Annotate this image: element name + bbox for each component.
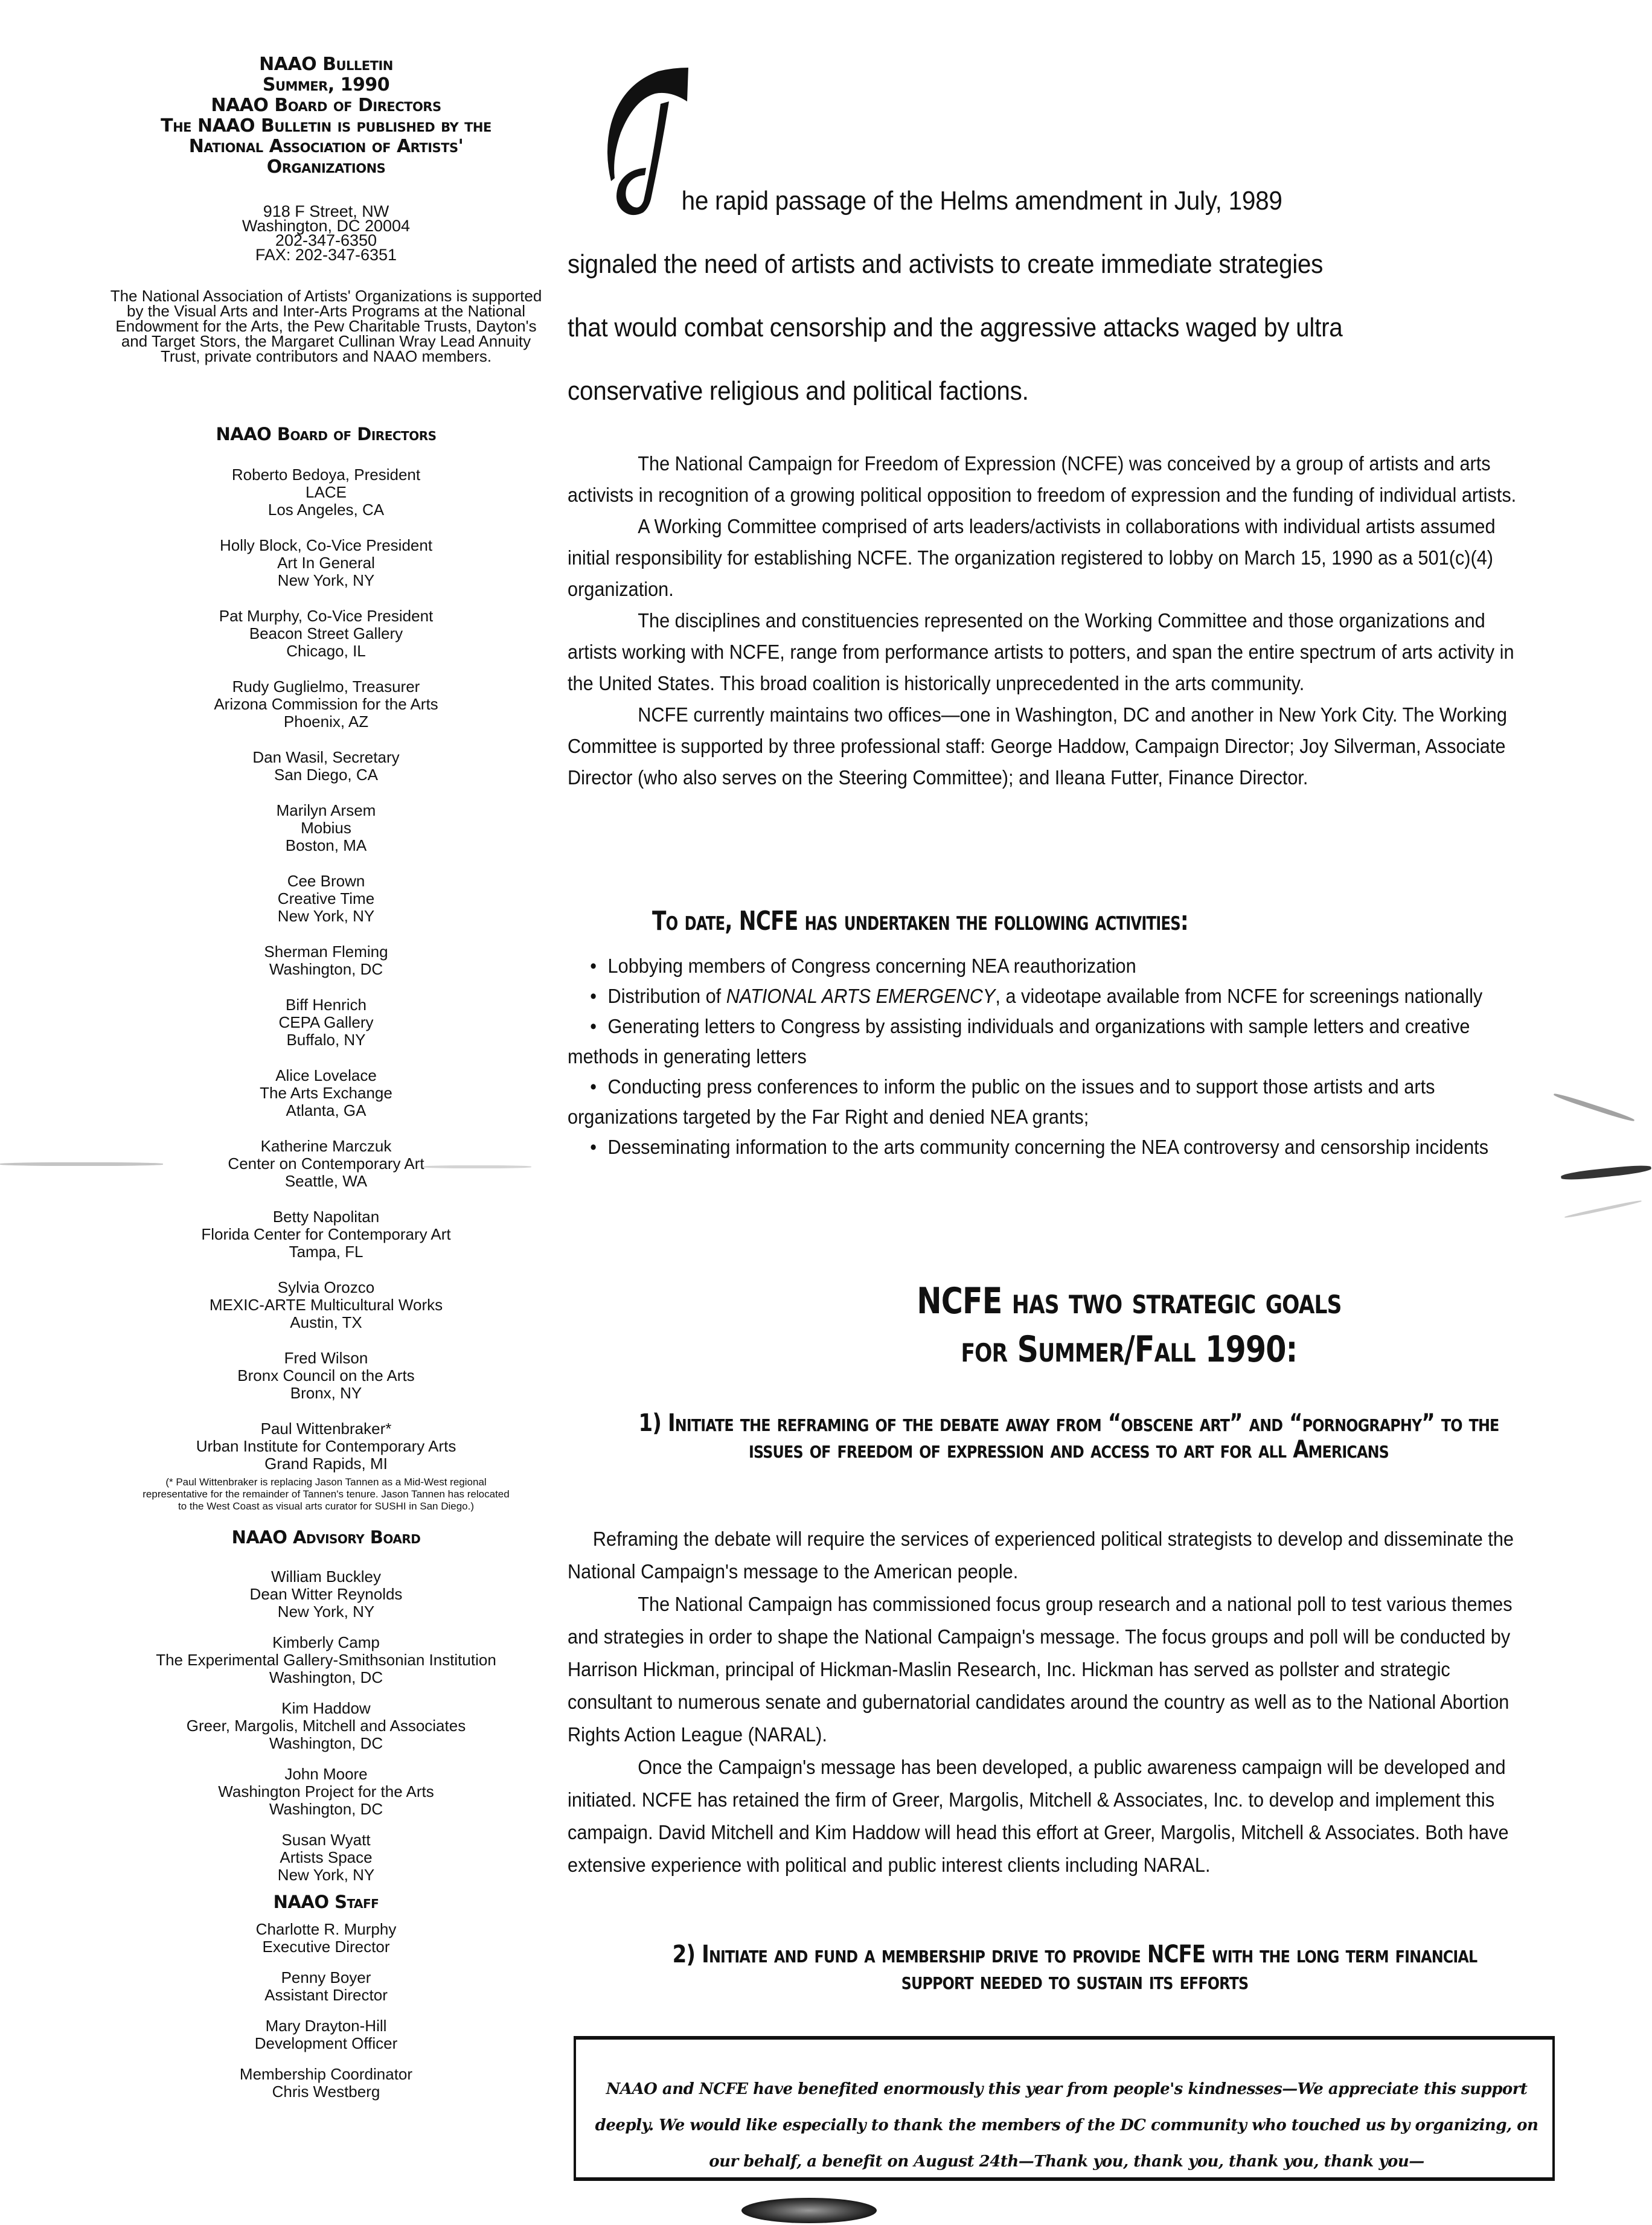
staff-heading: NAAO Staff — [273, 1892, 379, 1912]
footnote-line: representative for the remainder of Tannen's tenure. Jason Tannen has relocated — [142, 1488, 510, 1500]
body-paragraph: A Working Committee comprised of arts leaders/activists in collaborations with individual artists assumed initial responsibility for establishing NCFE. The organization registered to lobby on March 15, 1990 as a 501(c)(4) organization. — [568, 515, 1496, 600]
member-name: Sherman Fleming — [264, 943, 388, 961]
board-member — [103, 1208, 549, 1261]
goal-2-heading: 2) Initiate and fund a membership drive to provide NCFE with the long term financial support needed to sustain its efforts — [672, 1941, 1478, 1995]
phone-number: 202-347-6350 — [275, 231, 377, 249]
member-org: Center on Contemporary Art — [228, 1154, 424, 1173]
intro-body — [568, 448, 1534, 793]
member-org: Arizona Commission for the Arts — [214, 695, 438, 713]
staff-title: Membership Coordinator — [239, 2065, 413, 2083]
member-name: Pat Murphy, Co-Vice President — [219, 607, 434, 625]
member-org: Artists Space — [280, 1848, 373, 1866]
member-name: Fred Wilson — [284, 1349, 368, 1367]
staff-member — [103, 1969, 549, 2004]
member-org: Florida Center for Contemporary Art — [201, 1225, 451, 1243]
board-member — [103, 996, 549, 1049]
member-org: Washington Project for the Arts — [218, 1782, 434, 1801]
member-name: Holly Block, Co-Vice President — [219, 536, 433, 554]
staff-member — [103, 1921, 549, 1956]
activity-item — [568, 951, 1534, 981]
activity-text: Lobbying members of Congress concerning NEA reauthorization — [607, 955, 1136, 977]
member-location: New York, NY — [277, 907, 375, 925]
member-org: LACE — [306, 483, 347, 501]
member-location: Atlanta, GA — [286, 1101, 367, 1119]
member-location: Seattle, WA — [284, 1172, 368, 1190]
member-location: Grand Rapids, MI — [264, 1455, 388, 1473]
member-name: Biff Henrich — [286, 996, 367, 1014]
member-location: Tampa, FL — [289, 1243, 363, 1261]
member-name: Marilyn Arsem — [276, 801, 376, 819]
board-member — [103, 749, 549, 784]
masthead — [103, 54, 549, 178]
board-heading: NAAO Board of Directors — [216, 424, 437, 444]
member-location: Washington, DC — [269, 1668, 383, 1686]
goal-1-heading: 1) Initiate the reframing of the debate away from “obscene art” and “pornography” to the issues of freedom of expression and access to art for all Americans — [638, 1409, 1499, 1464]
member-location: Phoenix, AZ — [283, 712, 369, 731]
advisory-member — [103, 1831, 549, 1884]
board-member — [103, 872, 549, 925]
member-name: Susan Wyatt — [281, 1831, 371, 1849]
member-org: MEXIC-ARTE Multicultural Works — [209, 1296, 443, 1314]
member-name: Rudy Guglielmo, Treasurer — [232, 677, 420, 696]
activity-text: Generating letters to Congress by assisting individuals and organizations with sample letters and creative methods in generating letters — [568, 1015, 1470, 1068]
lead-line: signaled the need of artists and activists to create immediate strategies — [568, 249, 1324, 279]
member-name: Roberto Bedoya, President — [231, 466, 421, 484]
member-name: Betty Napolitan — [272, 1208, 380, 1226]
masthead-line: Organizations — [266, 156, 386, 178]
staff-title: Assistant Director — [264, 1986, 388, 2004]
activity-item — [568, 1011, 1534, 1072]
lead-line: conservative religious and political factions. — [568, 376, 1029, 406]
board-footnote — [103, 1476, 549, 1513]
member-org: Urban Institute for Contemporary Arts — [196, 1437, 456, 1455]
member-name: John Moore — [284, 1765, 368, 1783]
advisory-member — [103, 1568, 549, 1621]
advisory-heading: NAAO Advisory Board — [231, 1527, 421, 1548]
member-org: Art In General — [277, 554, 375, 572]
page-number-ornament-icon — [741, 2198, 877, 2223]
scan-smudge — [1553, 1092, 1635, 1123]
member-name: Sylvia Orozco — [277, 1278, 375, 1296]
member-org: Dean Witter Reynolds — [249, 1585, 403, 1603]
board-member — [103, 1420, 549, 1473]
city-state-zip: Washington, DC 20004 — [242, 217, 411, 235]
masthead-line: NAAO Bulletin — [259, 54, 393, 75]
goals-heading-line: NCFE has two strategic goals — [917, 1280, 1342, 1322]
member-org: CEPA Gallery — [278, 1013, 374, 1031]
footnote-line: to the West Coast as visual arts curator for SUSHI in San Diego.) — [178, 1500, 475, 1512]
activity-item — [568, 1072, 1534, 1132]
board-member — [103, 1349, 549, 1402]
masthead-line: Summer, 1990 — [262, 74, 390, 95]
member-location: Bronx, NY — [290, 1384, 362, 1402]
staff-title: Executive Director — [262, 1938, 390, 1956]
staff-title: Development Officer — [254, 2034, 398, 2052]
board-member — [103, 1138, 549, 1190]
member-org: Mobius — [301, 819, 351, 837]
activity-text: Conducting press conferences to inform the public on the issues and to support those artists and arts organizations targeted by the Far Right and denied NEA grants; — [568, 1075, 1435, 1128]
member-org: The Arts Exchange — [260, 1084, 392, 1102]
member-name: Alice Lovelace — [275, 1066, 377, 1084]
body-paragraph: Once the Campaign's message has been developed, a public awareness campaign will be developed and initiated. NCFE has retained the firm of Greer, Margolis, Mitchell & Associates, Inc. to develop and implement this campaign. David Mitchell and Kim Haddow will head this effort at Greer, Margolis, Mitchell & Associates. Both have extensive experience with political and public interest clients including NARAL. — [568, 1756, 1509, 1876]
member-name: William Buckley — [271, 1567, 382, 1586]
fax-number: FAX: 202-347-6351 — [255, 246, 397, 264]
board-member — [103, 537, 549, 589]
member-location: Buffalo, NY — [286, 1031, 366, 1049]
member-name: Dan Wasil, Secretary — [252, 748, 400, 766]
body-paragraph: The National Campaign for Freedom of Expression (NCFE) was conceived by a group of artists and arts activists in recognition of a growing political opposition to freedom of expression and the funding of individual artists. — [568, 452, 1517, 506]
activities-list — [568, 951, 1534, 1162]
member-org: The Experimental Gallery-Smithsonian Institution — [156, 1651, 496, 1669]
thank-you-message: NAAO and NCFE have benefited enormously this year from people's kindnesses—We appreciate this support deeply. We would like especially to thank the members of the DC community who touched us by organizing, on our behalf, a benefit on August 24th—Thank you, thank you, thank you, thank you— — [595, 2080, 1538, 2171]
staff-name: Chris Westberg — [272, 2083, 380, 2101]
body-paragraph: NCFE currently maintains two offices—one in Washington, DC and another in New York City. The Working Committee is supported by three professional staff: George Haddow, Campaign Director; Joy Silverman, Associate Director (who also serves on the Steering Committee); and Ileana Futter, Finance Director. — [568, 703, 1507, 789]
member-name: Katherine Marczuk — [260, 1137, 392, 1155]
body-paragraph: The disciplines and constituencies represented on the Working Committee and those organizations and artists working with NCFE, range from performance artists to potters, and span the entire spectrum of arts activity in the United States. This broad coalition is historically unprecedented in the arts community. — [568, 609, 1514, 694]
board-member — [103, 678, 549, 731]
mailing-address — [103, 204, 549, 262]
video-title: NATIONAL ARTS EMERGENCY — [726, 985, 996, 1007]
masthead-line: NAAO Board of Directors — [211, 95, 441, 116]
member-name: Cee Brown — [287, 872, 365, 890]
lead-line: he rapid passage of the Helms amendment in July, 1989 — [681, 186, 1282, 216]
advisory-member — [103, 1766, 549, 1818]
masthead-line: National Association of Artists' — [188, 136, 464, 157]
staff-name: Mary Drayton-Hill — [265, 2017, 387, 2035]
board-of-directors — [103, 426, 549, 1513]
advisory-member — [103, 1634, 549, 1686]
scan-smudge — [0, 1162, 163, 1166]
member-location: San Diego, CA — [274, 766, 378, 784]
activity-text: , a videotape available from NCFE for screenings nationally — [995, 985, 1483, 1007]
board-member — [103, 1067, 549, 1119]
member-location: Chicago, IL — [286, 642, 366, 660]
member-name: Kimberly Camp — [272, 1633, 380, 1651]
member-org: Greer, Margolis, Mitchell and Associates — [186, 1717, 466, 1735]
board-member — [103, 466, 549, 519]
scan-smudge — [1564, 1200, 1642, 1219]
support-statement: The National Association of Artists' Organizations is supported by the Visual Arts and Inter-Arts Programs at the National Endowment for the Arts, the Pew Charitable Trusts, Dayton's and Target Stors, the Margaret Cullinan Wray Lead Annuity Trust, private contributors and NAAO members. — [110, 287, 542, 365]
member-location: New York, NY — [277, 1866, 375, 1884]
activity-text: Desseminating information to the arts community concerning the NEA controversy and censorship incidents — [607, 1136, 1489, 1158]
member-name: Paul Wittenbraker* — [260, 1420, 392, 1438]
member-location: Austin, TX — [290, 1313, 362, 1331]
member-location: Boston, MA — [285, 836, 367, 854]
member-org: Creative Time — [277, 889, 375, 908]
member-location: Washington, DC — [269, 1800, 383, 1818]
lead-line: that would combat censorship and the aggressive attacks waged by ultra — [568, 313, 1343, 342]
member-location: Los Angeles, CA — [267, 501, 385, 519]
activity-item — [568, 1132, 1534, 1162]
staff-name: Penny Boyer — [281, 1968, 371, 1986]
body-paragraph: Reframing the debate will require the services of experienced political strategists to develop and disseminate the National Campaign's message to the American people. — [568, 1528, 1514, 1583]
board-member — [103, 802, 549, 854]
scan-smudge — [1561, 1164, 1652, 1182]
goals-heading — [668, 1277, 1589, 1374]
activity-item — [568, 981, 1534, 1011]
advisory-board — [103, 1529, 549, 2101]
board-member — [103, 943, 549, 978]
member-location: Washington, DC — [269, 960, 383, 978]
body-paragraph: The National Campaign has commissioned focus group research and a national poll to test various themes and strategies in order to shape the National Campaign's message. The focus groups and poll will be conducted by Harrison Hickman, principal of Hickman-Maslin Research, Inc. Hickman has served as pollster and strategic consultant to numerous senate and gubernatorial candidates around the country as well as to the National Abortion Rights Action League (NARAL). — [568, 1593, 1513, 1746]
member-org: Bronx Council on the Arts — [237, 1366, 415, 1385]
board-member — [103, 1279, 549, 1331]
masthead-line: The NAAO Bulletin is published by the — [161, 115, 491, 136]
scan-smudge — [423, 1165, 531, 1168]
lead-paragraph — [568, 169, 1512, 423]
member-location: New York, NY — [277, 1602, 375, 1621]
footnote-line: (* Paul Wittenbraker is replacing Jason Tannen as a Mid-West regional — [165, 1476, 487, 1488]
member-name: Kim Haddow — [281, 1699, 371, 1717]
member-location: New York, NY — [277, 571, 375, 589]
staff-member — [103, 2066, 549, 2101]
goals-heading-line: for Summer/Fall 1990: — [961, 1328, 1298, 1371]
staff-name: Charlotte R. Murphy — [255, 1920, 397, 1938]
street-address: 918 F Street, NW — [263, 202, 389, 220]
activity-text: Distribution of — [607, 985, 726, 1007]
advisory-member — [103, 1700, 549, 1752]
activities-heading: To date, NCFE has undertaken the following activities: — [652, 906, 1188, 936]
board-member — [103, 607, 549, 660]
goal-1-body — [568, 1523, 1534, 1881]
staff-member — [103, 2017, 549, 2052]
member-location: Washington, DC — [269, 1734, 383, 1752]
member-org: Beacon Street Gallery — [249, 624, 403, 642]
thank-you-box — [574, 2036, 1555, 2181]
